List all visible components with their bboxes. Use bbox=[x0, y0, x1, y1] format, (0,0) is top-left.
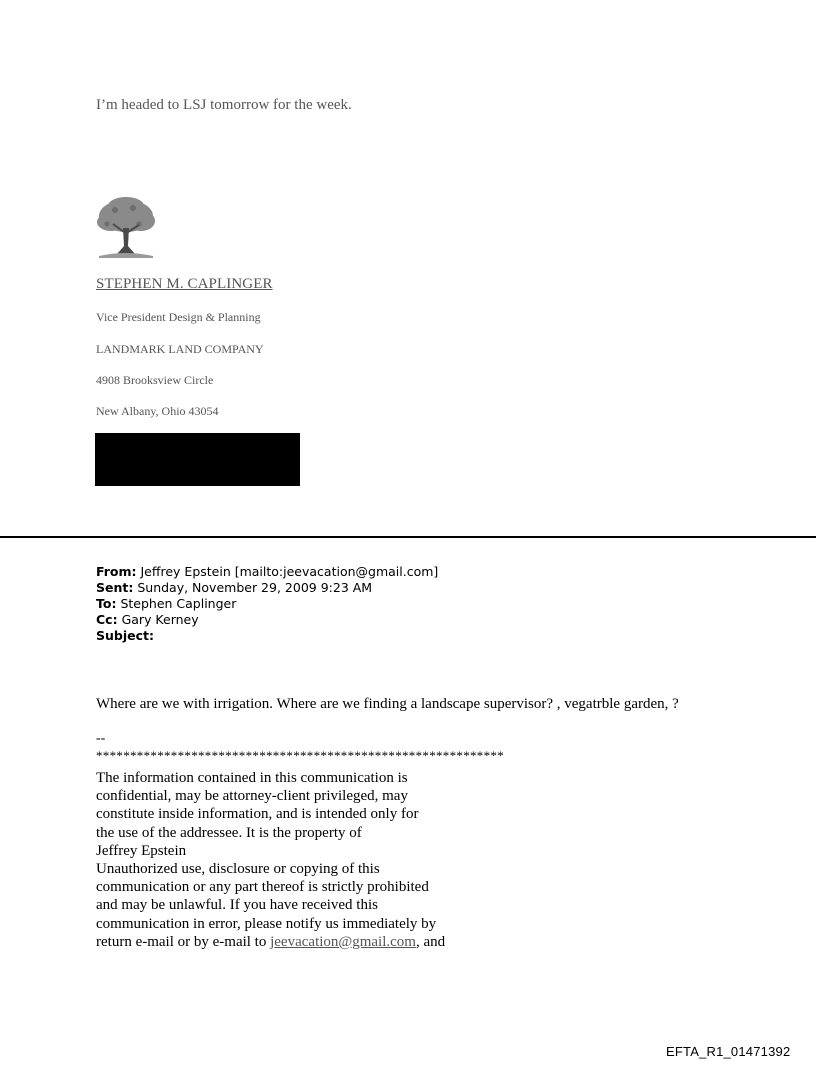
disclaimer bbox=[96, 769, 516, 951]
disclaimer-text: return e-mail or by e-mail to bbox=[96, 933, 271, 950]
disclaimer-line: Jeffrey Epstein bbox=[96, 842, 187, 859]
sent-value: Sunday, November 29, 2009 9:23 AM bbox=[137, 580, 373, 595]
tree-logo-icon bbox=[95, 194, 157, 260]
signature-title: Vice President Design & Planning bbox=[96, 310, 261, 324]
signature-company: LANDMARK LAND COMPANY bbox=[96, 342, 264, 356]
subject-row bbox=[96, 628, 438, 644]
email-body: Where are we with irrigation. Where are we finding a landscape supervisor? , vegatrble garden, ? bbox=[96, 696, 679, 712]
intro-text: I’m headed to LSJ tomorrow for the week. bbox=[96, 97, 352, 113]
sent-row bbox=[96, 580, 438, 596]
to-row bbox=[96, 596, 438, 612]
from-label: From: bbox=[96, 564, 137, 579]
email-header bbox=[96, 564, 438, 644]
signature-name: STEPHEN M. CAPLINGER bbox=[96, 276, 273, 292]
cc-label: Cc: bbox=[96, 612, 118, 627]
disclaimer-line: communication or any part thereof is strictly prohibited bbox=[96, 879, 429, 896]
disclaimer-line: the use of the addressee. It is the property of bbox=[96, 824, 362, 841]
document-id: EFTA_R1_01471392 bbox=[666, 1044, 791, 1059]
email-link[interactable]: jeevacation@gmail.com bbox=[270, 933, 416, 950]
cc-value: Gary Kerney bbox=[121, 612, 199, 627]
signature-address-line1: 4908 Brooksview Circle bbox=[96, 373, 214, 387]
subject-label: Subject: bbox=[96, 628, 154, 643]
disclaimer-line bbox=[96, 933, 516, 951]
disclaimer-line: confidential, may be attorney-client privileged, may bbox=[96, 788, 408, 805]
signature-address-line2: New Albany, Ohio 43054 bbox=[96, 404, 219, 418]
disclaimer-line: The information contained in this communication is bbox=[96, 770, 408, 786]
disclaimer-line: communication in error, please notify us immediately by bbox=[96, 915, 437, 932]
sent-label: Sent: bbox=[96, 580, 134, 595]
from-row bbox=[96, 564, 438, 580]
from-value: Jeffrey Epstein [mailto:jeevacation@gmail.com] bbox=[140, 564, 439, 579]
cc-row bbox=[96, 612, 438, 628]
divider-line bbox=[0, 536, 816, 538]
disclaimer-line: Unauthorized use, disclosure or copying of this bbox=[96, 861, 380, 878]
disclaimer-text: , and bbox=[415, 933, 446, 950]
signature-separator: -- bbox=[96, 731, 106, 746]
disclaimer-line: constitute inside information, and is intended only for bbox=[96, 806, 419, 823]
disclaimer-line: and may be unlawful. If you have received this bbox=[96, 897, 378, 914]
to-value: Stephen Caplinger bbox=[120, 596, 237, 611]
asterisk-line: ************************************************************ bbox=[96, 748, 504, 763]
to-label: To: bbox=[96, 596, 117, 611]
redaction-box bbox=[95, 433, 300, 486]
